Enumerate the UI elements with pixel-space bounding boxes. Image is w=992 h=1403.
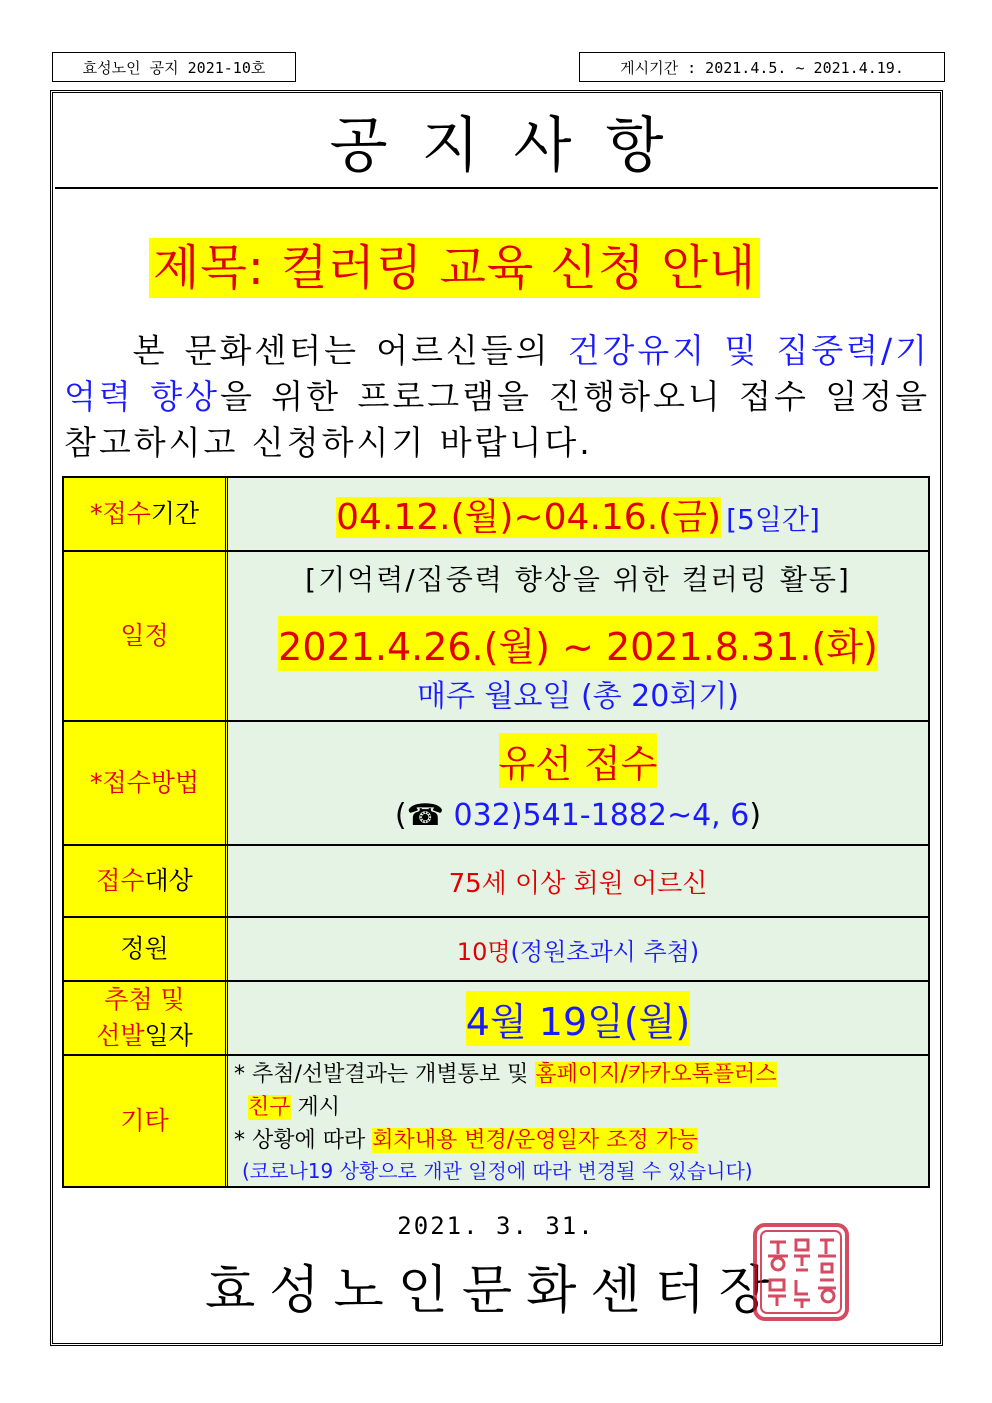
official-seal-icon — [752, 1222, 850, 1322]
row-selection-date — [64, 982, 928, 1056]
selection-date-value: 4월 19일(월) — [466, 991, 690, 1046]
reception-days: [5일간] — [726, 502, 820, 536]
subject-heading: 제목: 컬러링 교육 신청 안내 — [149, 238, 760, 298]
asterisk: * — [89, 499, 103, 528]
label-black: 대상 — [144, 866, 193, 895]
intro-text-1: 본 문화센터는 어르신들의 — [132, 331, 568, 370]
value-method — [228, 722, 928, 844]
target-value: 75세 이상 회원 어르신 — [448, 868, 708, 899]
value-reception-period — [228, 478, 928, 550]
label-capacity: 정원 — [64, 918, 228, 980]
capacity-count: 10명 — [456, 937, 511, 966]
note-1-cont — [234, 1091, 340, 1124]
posting-period: 게시기간 : 2021.4.5. ~ 2021.4.19. — [579, 52, 945, 82]
note-2-text: * 상황에 따라 — [234, 1127, 373, 1153]
note-3: (코로나19 상황으로 개관 일정에 따라 변경될 수 있습니다) — [242, 1158, 753, 1183]
label-red: 접수 — [96, 866, 145, 895]
label-reception-period — [64, 478, 228, 550]
row-method — [64, 722, 928, 846]
note-1-text: * 추첨/선발결과는 개별통보 및 — [234, 1061, 536, 1087]
label-other: 기타 — [64, 1056, 228, 1186]
paren-open: ( — [394, 798, 407, 833]
label-black: 기간 — [150, 499, 200, 528]
row-capacity — [64, 918, 928, 982]
page-title: 공지사항 — [329, 111, 698, 181]
note-2 — [234, 1124, 698, 1157]
note-1 — [234, 1058, 777, 1091]
title-box — [55, 95, 938, 189]
signature: 효성노인문화센터장 — [205, 1261, 784, 1321]
method-value: 유선 접수 — [499, 733, 658, 788]
value-selection-date — [228, 982, 928, 1054]
note-2-highlight: 회차내용 변경/운영일자 조정 가능 — [372, 1127, 699, 1153]
row-schedule — [64, 552, 928, 722]
note-1-highlight-2: 친구 — [248, 1094, 291, 1120]
note-1-highlight: 홈페이지/카카오톡플러스 — [535, 1061, 777, 1087]
schedule-range: 2021.4.26.(월) ~ 2021.8.31.(화) — [278, 616, 878, 671]
capacity-note: (정원초과시 추첨) — [510, 937, 700, 966]
value-other — [228, 1056, 928, 1186]
row-target — [64, 846, 928, 918]
label-red: 접수 — [102, 499, 151, 528]
intro-paragraph — [64, 328, 930, 466]
phone-icon: ☎ — [406, 798, 445, 833]
value-schedule — [228, 552, 928, 720]
label-target — [64, 846, 228, 916]
reception-dates: 04.12.(월)~04.16.(금) — [336, 496, 722, 538]
intro-text-2: 을 위한 프로그램을 진행하오니 접수 일정을 참고하시고 신청하시기 바랍니다. — [64, 377, 930, 462]
issue-date: 2021. 3. 31. — [397, 1212, 595, 1240]
label-line1: 추첨 및 — [104, 985, 185, 1014]
value-target — [228, 846, 928, 916]
label-method: *접수방법 — [64, 722, 228, 844]
notice-number: 효성노인 공지 2021-10호 — [52, 52, 296, 82]
schedule-frequency: 매주 월요일 (총 20회기) — [416, 678, 740, 714]
row-reception-period — [64, 478, 928, 552]
schedule-purpose: [기억력/집중력 향상을 위한 컬러링 활동] — [305, 562, 851, 596]
value-capacity — [228, 918, 928, 980]
label-red: 선발 — [96, 1021, 145, 1050]
label-black: 일자 — [144, 1021, 193, 1050]
intro-text-highlight: 건강유지 및 집중력/기억력 향상 — [64, 331, 930, 416]
info-table — [62, 476, 930, 1188]
phone-number: 032)541-1882~4, 6 — [444, 798, 750, 833]
paren-close: ) — [749, 798, 762, 833]
note-1-tail: 게시 — [290, 1094, 341, 1120]
label-selection-date — [64, 982, 228, 1054]
label-schedule: 일정 — [64, 552, 228, 720]
row-other — [64, 1056, 928, 1186]
